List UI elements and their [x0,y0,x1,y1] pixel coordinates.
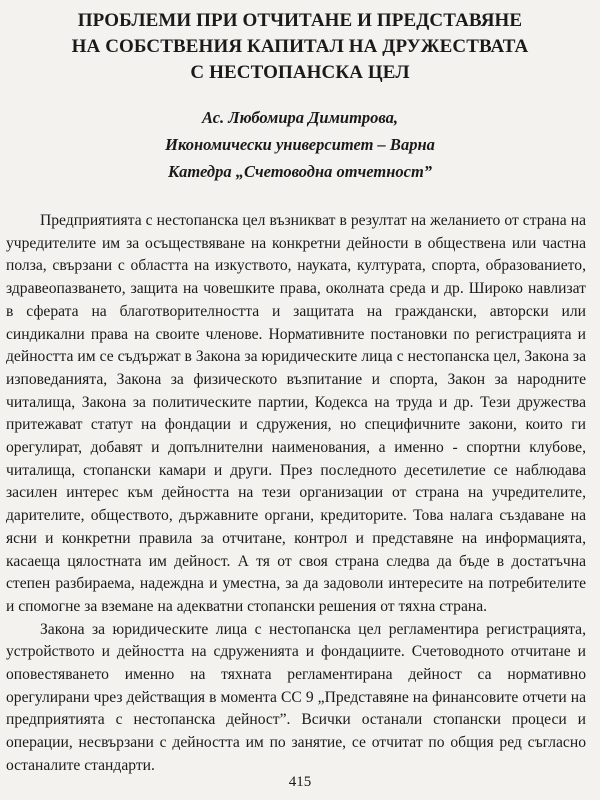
body-paragraph-1: Предприятията с нестопанска цел възникват в резултат на желанието от страна на учредителите им за осъществяване на конкретни дейности в обществена или частна полза, свързани с областта на изкуството, науката, културата, спорта, образованието, здравеопазването, защита на човешките права, околната среда и др. Широко навлизат в сферата на благотворителността и защитата на граждански, авторски или синдикални права на своите членове. Нормативните постановки по регистрацията и дейността им се съдържат в Закона за юридическите лица с нестопанска цел, Закона за изповеданията, Закона за физическото възпитание и спорта, Закон за народните читалища, Закона за политическите партии, Кодекса на труда и др. Тези дружества притежават статут на фондации и сдружения, но специфичните закони, които ги орегулират, добавят и допълнителни наименования, а именно - спортни клубове, читалища, стопански камари и други. През последното десетилетие се наблюдава засилен интерес към дейността на тези организации от страна на учредителите, дарителите, обществото, държавните органи, кредиторите. Това налага създаване на ясни и конкретни правила за отчитане, контрол и представяне на информацията, касаеща цялостната им дейност. А тя от своя страна следва да бъде в достатъчна степен разбираема, надеждна и уместна, за да задоволи интересите на потребителите и спомогне за вземане на адекватни стопански решения от тяхна страна. [6,212,586,615]
author-university: Икономически университет – Варна [165,135,435,154]
author-name: Ас. Любомира Димитрова, [201,108,399,127]
page-number: 415 [288,774,312,790]
article-title [30,8,570,86]
body-paragraph-2: Закона за юридическите лица с нестопанска цел регламентира регистрацията, устройството и дейността на сдруженията и фондациите. Счетоводното отчитане и оповестяването именно на тяхната регламентирана дейност са нормативно орегулирани чрез действащия в момента СС 9 „Представяне на финансовите отчети на предприятията с нестопанска дейност”. Всички останали стопански процеси и операции, несвързани с дейността им по занятие, се отчитат по общия ред съгласно останалите стандарти. [6,620,586,774]
author-block [30,104,570,185]
title-line-1: ПРОБЛЕМИ ПРИ ОТЧИТАНЕ И ПРЕДСТАВЯНЕ [77,10,523,31]
title-line-2: НА СОБСТВЕНИЯ КАПИТАЛ НА ДРУЖЕСТВАТА [71,36,529,57]
article-body [6,210,586,778]
title-line-3: С НЕСТОПАНСКА ЦЕЛ [190,62,410,83]
author-department: Катедра „Счетоводна отчетност” [167,162,433,181]
